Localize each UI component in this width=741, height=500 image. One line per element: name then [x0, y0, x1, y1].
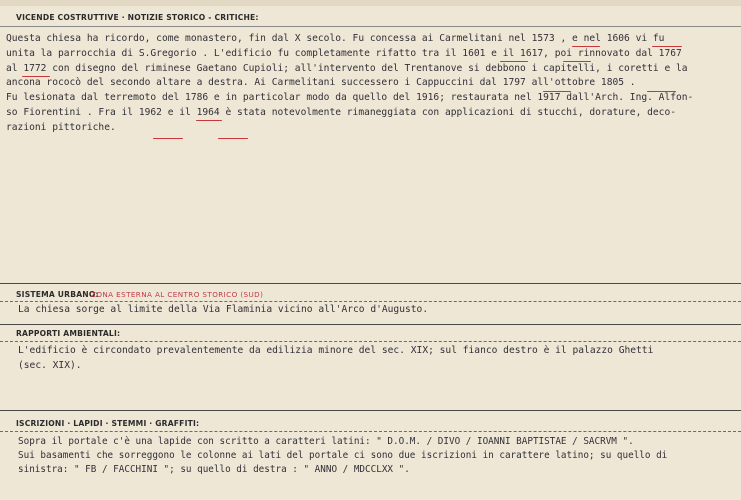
text-line: Fu lesionata dal terremoto del 1786 e in particolar modo da quello del 1916; restaurata nel 1917 dall'Arch. Ing. Alfon-	[6, 92, 694, 104]
section-label-rapporti-ambientali: RAPPORTI AMBIENTALI:	[16, 329, 121, 338]
divider-line	[0, 283, 741, 284]
divider-line	[0, 410, 741, 411]
red-underline-1601	[500, 61, 528, 62]
divider-line	[0, 324, 741, 325]
red-underline-1772	[22, 76, 50, 77]
text-line: razioni pittoriche.	[6, 121, 116, 133]
text-line: La chiesa sorge al limite della Via Flaminia vicino all'Arco d'Augusto.	[18, 304, 429, 315]
dashed-divider	[0, 341, 741, 342]
red-underline-1617	[563, 61, 591, 62]
handwritten-note-zona: ZONA ESTERNA AL CENTRO STORICO (SUD)	[91, 290, 264, 299]
red-underline-1962	[153, 138, 183, 139]
red-underline-1606	[652, 46, 682, 47]
text-line: ancona rococò del secondo altare a destra. Ai Carmelitani successero i Cappuccini dal 1797 all'ottobre 1805 .	[6, 77, 636, 89]
text-line: al 1772 con disegno del riminese Gaetano Cupioli; all'intervento del Trentanove si debbono i capitelli, i coretti e la	[6, 62, 688, 74]
red-underline-1573	[572, 46, 600, 47]
dashed-divider	[0, 431, 741, 432]
text-line: sinistra: " FB / FACCHINI "; su quello di destra : " ANNO / MDCCLXX ".	[18, 464, 410, 476]
section-text-rapporti-ambientali	[18, 344, 728, 374]
text-line: (sec. XIX).	[18, 359, 82, 371]
section-text-iscrizioni	[18, 435, 728, 478]
red-underline-1786	[196, 120, 222, 121]
dashed-divider	[0, 301, 741, 302]
section-text-vicende-costruttive	[6, 32, 738, 136]
text-line: L'edificio è circondato prevalentemente da edilizia minore del sec. XIX; sul fianco destro è il palazzo Ghetti	[18, 345, 654, 356]
section-label-vicende-costruttive: VICENDE COSTRUTTIVE · NOTIZIE STORICO - CRITICHE:	[16, 13, 259, 22]
divider-line	[0, 26, 741, 27]
red-underline-1964	[218, 138, 248, 139]
text-line: Questa chiesa ha ricordo, come monastero, fin dal X secolo. Fu concessa ai Carmelitani nel 1573 , e nel 1606 vi fu	[6, 33, 665, 44]
paper-top-edge	[0, 0, 741, 6]
text-line: so Fiorentini . Fra il 1962 e il 1964 è stata notevolmente rimaneggiata con applicazioni di stucchi, dorature, deco-	[6, 106, 677, 118]
text-line: Sopra il portale c'è una lapide con scritto a caratteri latini: " D.O.M. / DIVO / IOANNI BAPTISTAE / SACRVM ".	[18, 436, 634, 447]
red-underline-1805	[647, 91, 676, 92]
text-line: Sui basamenti che sorreggono le colonne ai lati del portale ci sono due iscrizioni in carattere latino; su quello di	[18, 450, 668, 462]
section-label-iscrizioni: ISCRIZIONI · LAPIDI · STEMMI · GRAFFITI:	[16, 419, 200, 428]
text-line: unita la parrocchia di S.Gregorio . L'edificio fu completamente rifatto tra il 1601 e il 1617, poi rinnovato dal 1767	[6, 47, 682, 59]
section-text-sistema-urbano	[18, 303, 728, 318]
red-underline-1797	[543, 91, 571, 92]
section-label-sistema-urbano: SISTEMA URBANO:	[16, 290, 99, 299]
